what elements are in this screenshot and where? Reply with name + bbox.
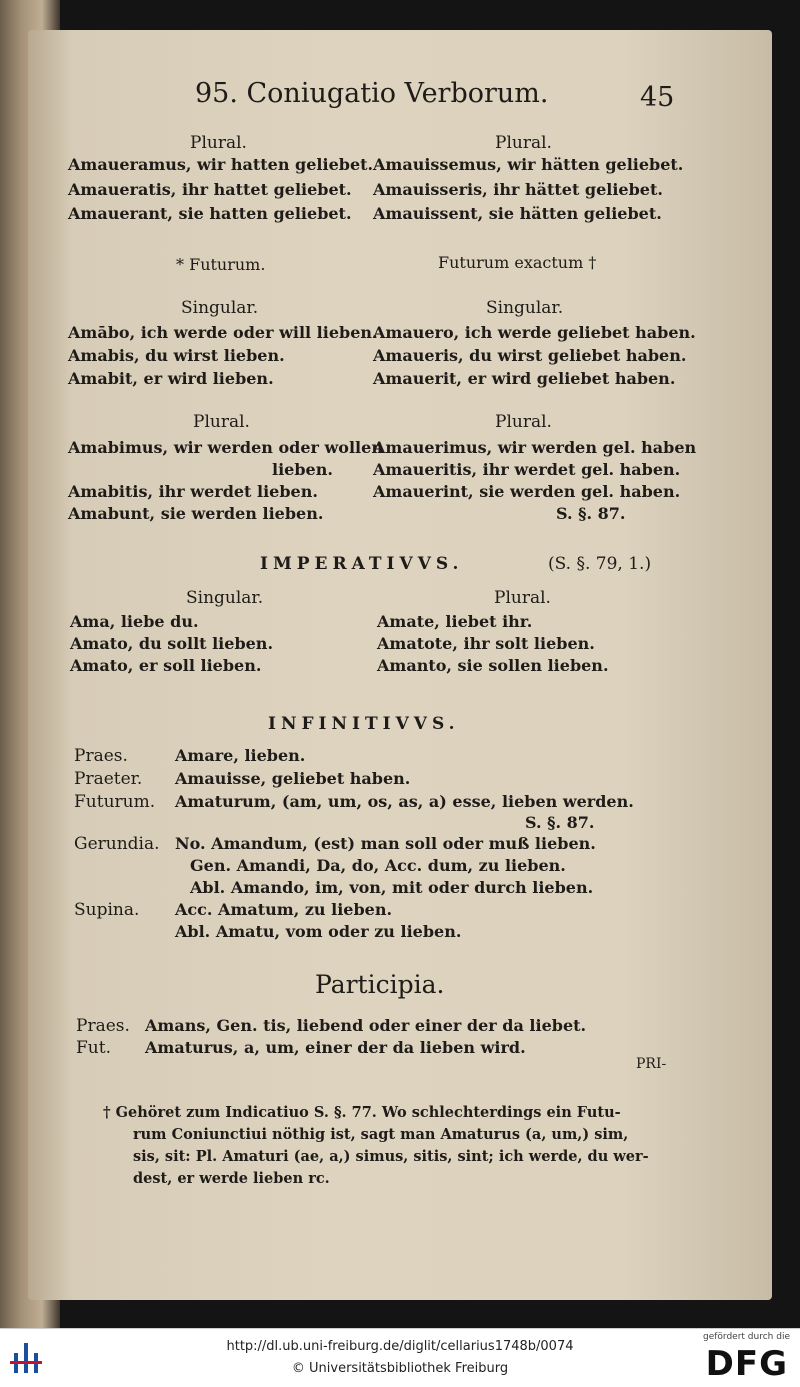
section-heading-futurum: * Futurum. <box>176 255 266 274</box>
plural-heading-right: Plural. <box>495 412 552 432</box>
form-label: Praes. <box>76 1016 130 1036</box>
section-heading-imperativus: IMPERATIVVS. <box>260 554 464 574</box>
section-heading-futurum-exactum: Futurum exactum † <box>438 253 597 272</box>
footnote-line: rum Coniunctiui nöthig ist, sagt man Amaturus (a, um,) sim, <box>133 1126 629 1143</box>
plural-heading-right: Plural. <box>494 588 551 608</box>
conjugation-line: Ama, liebe du. <box>70 612 199 631</box>
conjugation-line: Amauisseris, ihr hättet geliebet. <box>373 180 663 199</box>
form-label: Fut. <box>76 1038 111 1058</box>
conjugation-line: Amābo, ich werde oder will lieben. <box>68 323 378 342</box>
funder-note: gefördert durch die <box>703 1332 790 1342</box>
singular-heading-right: Singular. <box>486 298 564 318</box>
singular-heading-left: Singular. <box>186 588 264 608</box>
conjugation-line: Amauerint, sie werden gel. haben. <box>373 482 681 501</box>
conjugation-line: Amato, er soll lieben. <box>70 656 262 675</box>
conjugation-line: Amaueramus, wir hatten geliebet. <box>68 155 374 174</box>
footnote-line: † Gehöret zum Indicatiuo S. §. 77. Wo schlechterdings ein Futu- <box>103 1104 621 1121</box>
section-reference: S. §. 87. <box>525 813 595 832</box>
form-label: Futurum. <box>74 792 156 812</box>
form-label: Supina. <box>74 900 140 920</box>
permalink[interactable]: http://dl.ub.uni-freiburg.de/diglit/cellarius1748b/0074 <box>226 1339 574 1354</box>
plural-heading-left: Plural. <box>193 412 250 432</box>
conjugation-line: Amauisse, geliebet haben. <box>175 769 411 788</box>
conjugation-line: Amanto, sie sollen lieben. <box>377 656 609 675</box>
conjugation-line: Amauissent, sie hätten geliebet. <box>373 204 662 223</box>
footnote-line: dest, er werde lieben rc. <box>133 1170 330 1187</box>
conjugation-line: Amatote, ihr solt lieben. <box>377 634 595 653</box>
conjugation-line: Amabunt, sie werden lieben. <box>68 504 324 523</box>
viewer-footer <box>0 1328 800 1387</box>
plural-heading-left: Plural. <box>190 133 247 153</box>
conjugation-line: Amate, liebet ihr. <box>377 612 533 631</box>
conjugation-line: Abl. Amatu, vom oder zu lieben. <box>175 922 462 941</box>
plural-heading-right: Plural. <box>495 133 552 153</box>
copyright-text: © Universitätsbibliothek Freiburg <box>291 1361 509 1376</box>
conjugation-line: Amabimus, wir werden oder wollen <box>68 438 383 457</box>
section-heading-infinitivus: INFINITIVVS. <box>268 714 460 734</box>
footnote-line: sis, sit: Pl. Amaturi (ae, a,) simus, sitis, sint; ich werde, du wer- <box>133 1148 649 1165</box>
catchword: PRI- <box>636 1056 667 1072</box>
running-head-title: 95. Coniugatio Verborum. <box>195 78 549 109</box>
conjugation-line: Amaturum, (am, um, os, as, a) esse, lieben werden. <box>175 792 634 811</box>
dfg-logo-icon: DFG <box>705 1344 788 1384</box>
page-number: 45 <box>640 82 675 113</box>
conjugation-line: Amaueris, du wirst geliebet haben. <box>373 346 687 365</box>
conjugation-line: Acc. Amatum, zu lieben. <box>175 900 393 919</box>
conjugation-line: Amans, Gen. tis, liebend oder einer der da liebet. <box>145 1016 587 1035</box>
conjugation-line: Amauero, ich werde geliebet haben. <box>373 323 696 342</box>
conjugation-line: Amabis, du wirst lieben. <box>68 346 285 365</box>
conjugation-line: Gen. Amandi, Da, do, Acc. dum, zu lieben. <box>190 856 566 875</box>
conjugation-line: lieben. <box>272 460 333 479</box>
conjugation-line: Amaueratis, ihr hattet geliebet. <box>68 180 352 199</box>
conjugation-line: Amabitis, ihr werdet lieben. <box>68 482 318 501</box>
conjugation-line: Amaturus, a, um, einer der da lieben wird. <box>145 1038 526 1057</box>
form-label: Praes. <box>74 746 128 766</box>
conjugation-line: Amauissemus, wir hätten geliebet. <box>373 155 684 174</box>
conjugation-line: Amato, du sollt lieben. <box>70 634 274 653</box>
conjugation-line: Amauerit, er wird geliebet haben. <box>373 369 676 388</box>
section-heading-participia: Participia. <box>315 970 445 999</box>
conjugation-line: Amabit, er wird lieben. <box>68 369 274 388</box>
conjugation-line: Amauerant, sie hatten geliebet. <box>68 204 352 223</box>
section-reference: S. §. 87. <box>556 504 626 523</box>
form-label: Gerundia. <box>74 834 160 854</box>
conjugation-line: Amare, lieben. <box>175 746 306 765</box>
conjugation-line: No. Amandum, (est) man soll oder muß lieben. <box>175 834 596 853</box>
conjugation-line: Abl. Amando, im, von, mit oder durch lieben. <box>190 878 594 897</box>
section-reference: (S. §. 79, 1.) <box>548 554 652 574</box>
singular-heading-left: Singular. <box>181 298 259 318</box>
form-label: Praeter. <box>74 769 143 789</box>
conjugation-line: Amaueritis, ihr werdet gel. haben. <box>373 460 681 479</box>
conjugation-line: Amauerimus, wir werden gel. haben <box>373 438 697 457</box>
